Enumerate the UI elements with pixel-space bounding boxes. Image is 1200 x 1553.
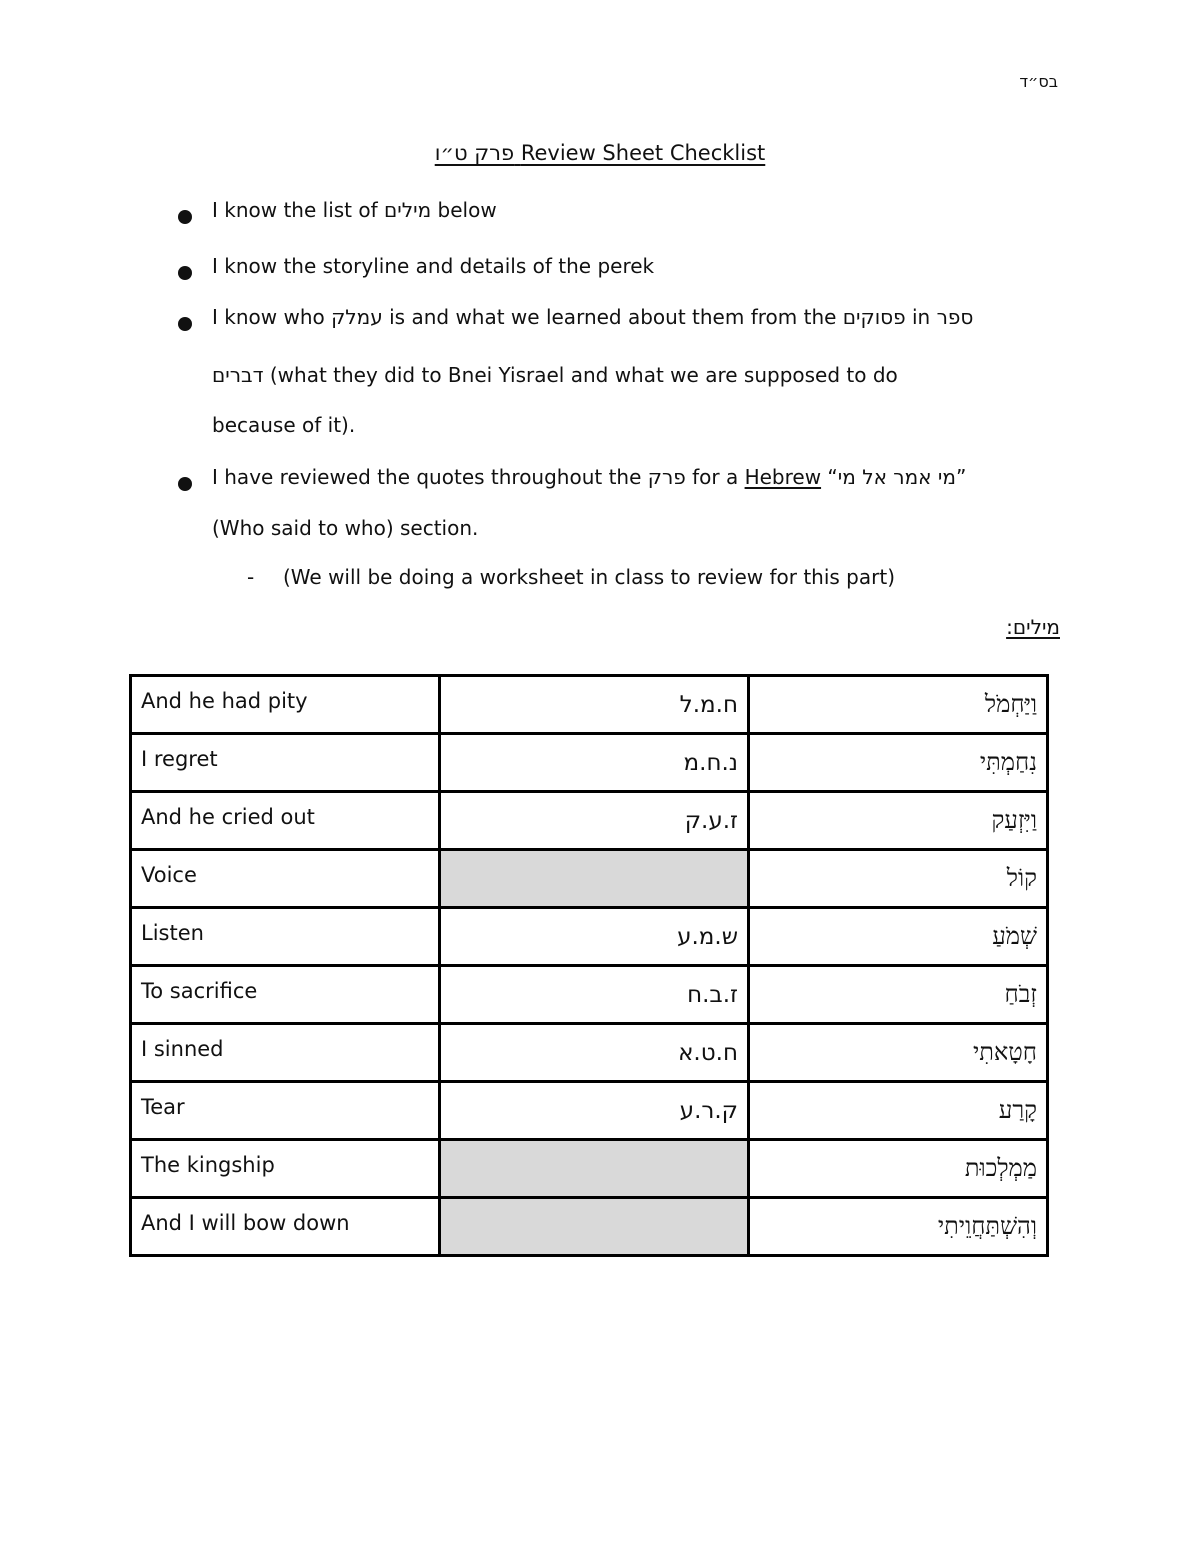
shoresh-cell: ש.מ.ע <box>440 908 749 966</box>
english-meaning-cell: I regret <box>131 734 440 792</box>
checklist-line <box>212 363 898 387</box>
page-title <box>0 141 1200 165</box>
hebrew-term: מילים <box>384 198 432 222</box>
table-row <box>131 908 1048 966</box>
text-span: I know the storyline and details of the perek <box>212 254 655 278</box>
checklist-line <box>212 254 654 278</box>
shoresh-cell: ק.ר.ע <box>440 1082 749 1140</box>
hebrew-word-cell: קָרַע <box>749 1082 1048 1140</box>
checklist-line <box>212 465 966 489</box>
english-meaning-cell: I sinned <box>131 1024 440 1082</box>
table-row <box>131 1140 1048 1198</box>
shoresh-cell: נ.ח.מ <box>440 734 749 792</box>
hebrew-word-cell: שְׁמֹעַ <box>749 908 1048 966</box>
english-meaning-cell: And he cried out <box>131 792 440 850</box>
bullet-icon <box>178 317 192 331</box>
hebrew-term: עמלק <box>331 305 383 329</box>
hebrew-word-cell: קוֹל <box>749 850 1048 908</box>
text-span: is and what we learned about them from the <box>382 305 843 329</box>
hebrew-term: פסוקים <box>842 305 906 329</box>
shoresh-cell <box>440 1198 749 1256</box>
title-hebrew: פרק ט״ו <box>434 141 515 165</box>
vocab-table <box>129 674 1049 1257</box>
underlined-term: Hebrew <box>744 465 822 489</box>
text-span: below <box>431 198 497 222</box>
table-row <box>131 1198 1048 1256</box>
text-span: because of it). <box>212 413 356 437</box>
title-english: Review Sheet Checklist <box>520 141 766 165</box>
text-span: ” <box>955 465 967 489</box>
hebrew-term: מי אמר אל מי <box>837 465 956 489</box>
text-span: I have reviewed the quotes throughout the <box>212 465 648 489</box>
checklist-line <box>212 413 355 437</box>
table-row <box>131 850 1048 908</box>
table-row <box>131 1082 1048 1140</box>
hebrew-term: פרק <box>647 465 686 489</box>
shoresh-cell: ח.מ.ל <box>440 676 749 734</box>
shoresh-cell: ח.ט.א <box>440 1024 749 1082</box>
checklist-line <box>212 305 973 329</box>
checklist-item <box>175 198 497 222</box>
hebrew-word-cell: וַיַּחְמֹל <box>749 676 1048 734</box>
checklist-item <box>175 254 654 278</box>
shoresh-cell <box>440 1140 749 1198</box>
english-meaning-cell: Voice <box>131 850 440 908</box>
checklist-sub-item <box>247 565 895 589</box>
shoresh-cell: ז.ע.ק <box>440 792 749 850</box>
english-meaning-cell: And he had pity <box>131 676 440 734</box>
text-span: I know who <box>212 305 332 329</box>
text-span: (Who said to who) section. <box>212 516 479 540</box>
vocab-label: מילים: <box>1006 615 1060 639</box>
dash-marker: - <box>247 565 255 589</box>
hebrew-word-cell: וְהִשְׁתַּחֲוֵיתִי <box>749 1198 1048 1256</box>
hebrew-term: דברים <box>212 363 264 387</box>
table-row <box>131 676 1048 734</box>
vocab-table-body <box>131 676 1048 1256</box>
shoresh-cell: ז.ב.ח <box>440 966 749 1024</box>
english-meaning-cell: Tear <box>131 1082 440 1140</box>
hebrew-word-cell: חָטָאתִי <box>749 1024 1048 1082</box>
bullet-icon <box>178 210 192 224</box>
checklist-item <box>175 305 974 437</box>
header-mark: בס״ד <box>1019 72 1058 91</box>
checklist-item <box>175 465 967 540</box>
hebrew-word-cell: מַמְלְכוּת <box>749 1140 1048 1198</box>
hebrew-word-cell: וַיִּזְעַק <box>749 792 1048 850</box>
text-span: for a <box>685 465 745 489</box>
table-row <box>131 734 1048 792</box>
english-meaning-cell: To sacrifice <box>131 966 440 1024</box>
text-span: in <box>905 305 937 329</box>
english-meaning-cell: And I will bow down <box>131 1198 440 1256</box>
bullet-icon <box>178 266 192 280</box>
sub-item-text: (We will be doing a worksheet in class to review for this part) <box>283 565 896 589</box>
hebrew-word-cell: נִחַמְתִּי <box>749 734 1048 792</box>
table-row <box>131 1024 1048 1082</box>
english-meaning-cell: The kingship <box>131 1140 440 1198</box>
checklist-line <box>212 516 478 540</box>
shoresh-cell <box>440 850 749 908</box>
table-row <box>131 966 1048 1024</box>
hebrew-term: ספר <box>936 305 974 329</box>
checklist-line <box>212 198 497 222</box>
bullet-icon <box>178 477 192 491</box>
text-span: I know the list of <box>212 198 385 222</box>
english-meaning-cell: Listen <box>131 908 440 966</box>
hebrew-word-cell: זְבֹחַ <box>749 966 1048 1024</box>
text-span: (what they did to Bnei Yisrael and what we are supposed to do <box>263 363 898 387</box>
text-span: “ <box>821 465 838 489</box>
table-row <box>131 792 1048 850</box>
